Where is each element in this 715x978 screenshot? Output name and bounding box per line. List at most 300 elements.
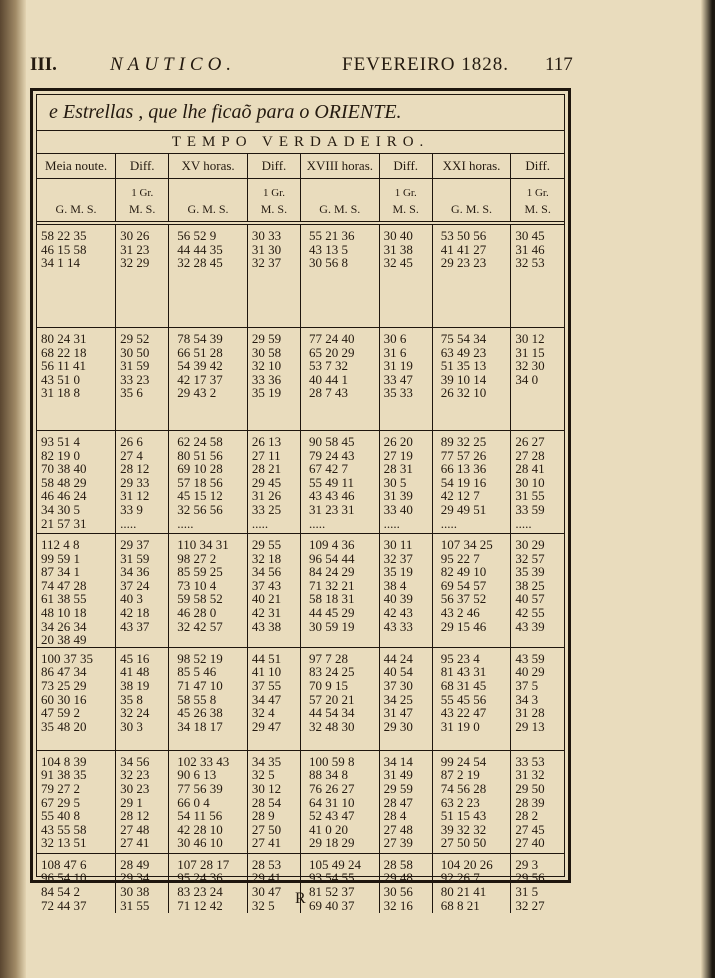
cell-line: 34 14	[383, 753, 413, 769]
cell-line: 27 41	[120, 835, 150, 851]
cell-line: 20 38 49	[41, 632, 87, 648]
cell-line: 100 37 35	[41, 650, 93, 666]
table-block-row	[37, 431, 564, 534]
cell-line: 77 24 40	[309, 331, 355, 346]
cell-line: 29 37	[120, 537, 150, 552]
table-subtitle: TEMPO VERDADEIRO.	[37, 131, 564, 154]
cell-line: 96 54 44	[309, 550, 355, 566]
cell-line: 34 0	[515, 371, 539, 387]
cell-line: 66 13 36	[440, 461, 487, 477]
cell-line: 30 56 8	[309, 255, 348, 271]
distance-cell	[432, 853, 511, 913]
unit-header	[116, 179, 169, 224]
cell-line: 40 39	[383, 591, 413, 607]
cell-line: 78 54 39	[177, 331, 223, 346]
cell-line: 31 23	[120, 241, 150, 257]
running-date: FEVEREIRO 1828.	[342, 54, 509, 75]
cell-line: 27 40	[515, 835, 545, 851]
cell-line: 63 49 23	[440, 344, 487, 360]
cell-line: 30 11	[383, 537, 413, 552]
cell-line: 32 45	[383, 255, 413, 271]
cell-line: 44 24	[383, 650, 413, 666]
distance-cell	[432, 328, 511, 431]
distance-cell	[301, 223, 380, 328]
cell-line: 29 33	[120, 474, 150, 490]
cell-line: 73 25 29	[41, 677, 87, 693]
cell-line: 77 57 26	[440, 447, 487, 463]
degree-unit: 1 Gr.	[526, 187, 549, 199]
difference-cell	[379, 853, 432, 913]
table-block-row	[37, 223, 564, 328]
difference-cell	[379, 431, 432, 534]
cell-line: 61 38 55	[41, 591, 87, 607]
cell-line: 28 2	[515, 808, 539, 824]
cell-line: 30 59 19	[309, 618, 355, 634]
cell-line: 58 55 8	[177, 691, 217, 707]
cell-line: 45 15 12	[177, 488, 223, 504]
distance-cell	[37, 431, 116, 534]
cell-line: 27 39	[383, 835, 413, 851]
cell-line: 34 30 5	[41, 501, 80, 517]
cell-line: 33 9	[120, 501, 143, 517]
difference-cell	[511, 534, 564, 648]
cell-line: 38 25	[515, 577, 545, 593]
cell-line: 44 51	[251, 650, 282, 666]
cell-line: 43 43 46	[309, 488, 355, 504]
cell-line: 39 10 14	[440, 371, 487, 387]
cell-line: 31 32	[515, 767, 545, 783]
cell-line: 89 32 25	[440, 434, 487, 449]
cell-line: 97 7 28	[309, 650, 348, 666]
distance-cell	[169, 534, 248, 648]
cell-line: 67 29 5	[41, 794, 80, 810]
cell-line: 29 23 23	[440, 255, 487, 271]
cell-line: 79 27 2	[41, 780, 80, 796]
cell-line: 100 59 8	[309, 753, 355, 769]
cell-line: 29 59	[251, 331, 282, 346]
cell-line: 43 2 46	[440, 604, 480, 620]
cell-line: 55 21 36	[309, 228, 355, 243]
cell-line: 93 54 55	[309, 870, 355, 886]
cell-line: 70 9 15	[309, 677, 348, 693]
table-block-row	[37, 328, 564, 431]
cell-line: 33 36	[251, 371, 282, 387]
cell-line: 107 34 25	[440, 537, 493, 552]
cell-line: 58 22 35	[41, 228, 87, 243]
cell-line: 76 26 27	[309, 780, 355, 796]
cell-line: 30 26	[120, 228, 150, 243]
cell-line: 62 24 58	[177, 434, 223, 449]
cell-line: 98 52 19	[177, 650, 223, 666]
cell-line: 95 22 7	[440, 550, 480, 566]
lunar-distance-table	[37, 154, 564, 913]
cell-line: 80 51 56	[177, 447, 223, 463]
cell-line: 29 55	[251, 537, 282, 552]
cell-line: 34 35	[251, 753, 282, 769]
difference-cell	[116, 223, 169, 328]
cell-line: 33 47	[383, 371, 413, 387]
degree-unit: 1 Gr.	[394, 187, 417, 199]
cell-line: 70 38 40	[41, 461, 87, 477]
difference-cell	[379, 750, 432, 853]
cell-line: 33 40	[383, 501, 413, 517]
cell-line: 43 39	[515, 618, 545, 634]
cell-line: 29 1	[120, 794, 143, 810]
cell-line: 35 6	[120, 385, 143, 401]
distance-cell	[37, 647, 116, 750]
cell-line: 32 57	[515, 550, 545, 566]
cell-line: 44 54 34	[309, 705, 355, 721]
unit-label: G. M. S.	[187, 202, 229, 216]
difference-cell	[247, 647, 300, 750]
cell-line: 26 32 10	[440, 385, 487, 401]
cell-line: 54 11 56	[177, 808, 223, 824]
cell-line: 34 1 14	[41, 255, 80, 271]
cell-line: 31 19 0	[440, 718, 480, 734]
difference-cell	[116, 534, 169, 648]
table-inner-frame	[36, 94, 565, 913]
cell-line: 31 15	[515, 344, 545, 360]
cell-line: 32 13 51	[41, 835, 87, 851]
difference-cell	[511, 750, 564, 853]
cell-line: 27 28	[515, 447, 545, 463]
cell-line: 34 47	[251, 691, 282, 707]
cell-line: 32 24	[120, 705, 150, 721]
distance-cell	[169, 328, 248, 431]
difference-cell	[511, 647, 564, 750]
cell-line: .....	[383, 515, 400, 531]
cell-line: 46 28 0	[177, 604, 217, 620]
cell-line: 29 30	[383, 718, 413, 734]
cell-line: 31 19	[383, 358, 413, 374]
cell-line: 35 39	[515, 564, 545, 580]
cell-line: 32 28 45	[177, 255, 223, 271]
column-header: XXI horas.	[432, 154, 511, 179]
page-edge-shadow	[701, 0, 715, 978]
cell-line: 55 40 8	[41, 808, 80, 824]
cell-line: 28 9	[251, 808, 275, 824]
cell-line: 104 20 26	[440, 856, 493, 872]
cell-line: 45 26 38	[177, 705, 223, 721]
cell-line: 75 54 34	[440, 331, 487, 346]
cell-line: 60 30 16	[41, 691, 87, 707]
unit-label: G. M. S.	[319, 202, 361, 216]
cell-line: 42 18	[120, 604, 150, 620]
cell-line: 31 12	[120, 488, 150, 504]
cell-line: 31 47	[383, 705, 413, 721]
cell-line: 71 12 42	[177, 897, 223, 913]
column-header: Meia noute.	[37, 154, 116, 179]
cell-line: 43 37	[120, 618, 150, 634]
distance-cell	[37, 328, 116, 431]
difference-cell	[511, 328, 564, 431]
column-header: Diff.	[116, 154, 169, 179]
cell-line: 34 56	[251, 564, 282, 580]
cell-line: 69 10 28	[177, 461, 223, 477]
cell-line: 39 32 32	[440, 821, 487, 837]
cell-line: 102 33 43	[177, 753, 230, 769]
cell-line: 31 59	[120, 358, 150, 374]
column-header: XV horas.	[169, 154, 248, 179]
cell-line: 32 56 56	[177, 501, 223, 517]
distance-cell	[169, 647, 248, 750]
cell-line: 110 34 31	[177, 537, 229, 552]
cell-line: 28 39	[515, 794, 545, 810]
cell-line: 56 52 9	[177, 228, 217, 243]
cell-line: 29 47	[251, 718, 282, 734]
difference-cell	[116, 750, 169, 853]
distance-cell	[169, 431, 248, 534]
column-header: Diff.	[511, 154, 564, 179]
distance-cell	[301, 853, 380, 913]
table-frame	[30, 88, 571, 913]
cell-line: 80 24 31	[41, 331, 87, 346]
difference-cell	[379, 534, 432, 648]
cell-line: 51 15 43	[440, 808, 487, 824]
unit-header-row	[37, 179, 564, 224]
cell-line: 43 22 47	[440, 705, 487, 721]
cell-line: 29 49 51	[440, 501, 487, 517]
cell-line: 73 10 4	[177, 577, 217, 593]
page-number: 117	[545, 54, 573, 75]
cell-line: 72 44 37	[41, 897, 87, 913]
difference-cell	[247, 431, 300, 534]
cell-line: 54 39 42	[177, 358, 223, 374]
cell-line: 27 4	[120, 447, 143, 463]
cell-line: 77 56 39	[177, 780, 223, 796]
cell-line: 26 20	[383, 434, 413, 449]
unit-header	[247, 179, 300, 224]
degree-unit: 1 Gr.	[131, 187, 154, 199]
cell-line: 29 18 29	[309, 835, 355, 851]
distance-cell	[301, 431, 380, 534]
cell-line: 108 47 6	[41, 856, 87, 872]
cell-line: 34 25	[383, 691, 413, 707]
cell-line: 35 48 20	[41, 718, 87, 734]
cell-line: 87 34 1	[41, 564, 80, 580]
cell-line: 32 16	[383, 897, 413, 913]
cell-line	[515, 633, 564, 647]
cell-line: 33 25	[251, 501, 282, 517]
unit-label: M. S.	[260, 202, 288, 216]
cell-line: 83 24 25	[309, 664, 355, 680]
cell-line: 31 55	[515, 488, 545, 504]
cell-line: 37 55	[251, 677, 282, 693]
cell-line: 30 29	[515, 537, 545, 552]
cell-line: 43 38	[251, 618, 282, 634]
cell-line: 57 20 21	[309, 691, 355, 707]
cell-line: 29 13	[515, 718, 545, 734]
unit-header	[432, 179, 511, 224]
difference-cell	[247, 328, 300, 431]
difference-cell	[116, 853, 169, 913]
cell-line: 86 47 34	[41, 664, 87, 680]
distance-cell	[301, 750, 380, 853]
cell-line: 90 6 13	[177, 767, 217, 783]
cell-line: 40 29	[515, 664, 545, 680]
cell-line: 28 49	[120, 856, 150, 872]
cell-line: 43 51 0	[41, 371, 80, 387]
cell-line: 105 49 24	[309, 856, 361, 872]
cell-line: 27 19	[383, 447, 413, 463]
difference-cell	[379, 647, 432, 750]
unit-header	[169, 179, 248, 224]
cell-line: 37 30	[383, 677, 413, 693]
cell-line: 31 28	[515, 705, 545, 721]
cell-line: 90 58 45	[309, 434, 355, 449]
distance-cell	[169, 853, 248, 913]
cell-line: 81 52 37	[309, 883, 355, 899]
difference-cell	[116, 328, 169, 431]
difference-cell	[511, 223, 564, 328]
cell-line: 59 58 52	[177, 591, 223, 607]
distance-cell	[432, 750, 511, 853]
cell-line: 40 57	[515, 591, 545, 607]
cell-line: 37 5	[515, 677, 539, 693]
cell-line: 28 21	[251, 461, 282, 477]
cell-line: 43 59	[515, 650, 545, 666]
cell-line: 29 3	[515, 856, 539, 872]
cell-line	[384, 633, 432, 647]
cell-line: 28 4	[383, 808, 407, 824]
difference-cell	[511, 431, 564, 534]
cell-line: 48 10 18	[41, 604, 87, 620]
cell-line: 31 26	[251, 488, 282, 504]
cell-line: 31 46	[515, 241, 545, 257]
cell-line: 28 7 43	[309, 385, 348, 401]
cell-line: 21 57 31	[41, 515, 87, 531]
table-block-row	[37, 534, 564, 648]
cell-line: 29 45	[251, 474, 282, 490]
cell-line: 84 54 2	[41, 883, 80, 899]
cell-line: 53 7 32	[309, 358, 348, 374]
cell-line	[177, 633, 247, 647]
cell-line: 30 6	[383, 331, 407, 346]
cell-line: 43 55 58	[41, 821, 87, 837]
cell-line: 69 40 37	[309, 897, 355, 913]
cell-line: 33 23	[120, 371, 150, 387]
cell-line: 26 27	[515, 434, 545, 449]
cell-line: 42 28 10	[177, 821, 223, 837]
unit-label: G. M. S.	[451, 202, 493, 216]
table-block-row	[37, 647, 564, 750]
cell-line: 30 3	[120, 718, 143, 734]
cell-line: 34 18 17	[177, 718, 223, 734]
cell-line: .....	[309, 515, 326, 531]
cell-line: 53 50 56	[440, 228, 487, 243]
degree-unit: 1 Gr.	[262, 187, 285, 199]
cell-line: 55 49 11	[309, 474, 355, 490]
cell-line: 32 23	[120, 767, 150, 783]
cell-line: 32 10	[251, 358, 282, 374]
cell-line: 30 5	[383, 474, 407, 490]
cell-line: 29 15 46	[440, 618, 487, 634]
cell-line: 65 20 29	[309, 344, 355, 360]
difference-cell	[116, 647, 169, 750]
cell-line: 68 22 18	[41, 344, 87, 360]
unit-label: G. M. S.	[55, 202, 97, 216]
cell-line: 87 2 19	[440, 767, 480, 783]
cell-line: 45 16	[120, 650, 150, 666]
cell-line: 27 45	[515, 821, 545, 837]
cell-line: 38 4	[383, 577, 407, 593]
cell-line: 32 5	[251, 767, 275, 783]
cell-line: 30 47	[251, 883, 282, 899]
cell-line	[515, 386, 564, 400]
difference-cell	[247, 853, 300, 913]
cell-line: 28 31	[383, 461, 413, 477]
cell-line: 28 41	[515, 461, 545, 477]
difference-cell	[379, 328, 432, 431]
cell-line: 40 21	[251, 591, 282, 607]
cell-line: 32 5	[251, 897, 275, 913]
cell-line: 30 58	[251, 344, 282, 360]
cell-line: 58 18 31	[309, 591, 355, 607]
cell-line: 82 19 0	[41, 447, 80, 463]
cell-line: 30 23	[120, 780, 150, 796]
cell-line: 34 3	[515, 691, 539, 707]
cell-line: 30 40	[383, 228, 413, 243]
cell-line: 28 58	[383, 856, 413, 872]
cell-line: 27 48	[120, 821, 150, 837]
cell-line: 85 59 25	[177, 564, 223, 580]
cell-line: 29 59	[383, 780, 413, 796]
cell-line: 46 46 24	[41, 488, 87, 504]
unit-label: M. S.	[129, 202, 156, 216]
distance-cell	[432, 534, 511, 648]
cell-line: 95 23 4	[440, 650, 480, 666]
cell-line: 37 24	[120, 577, 150, 593]
cell-line: 81 43 31	[440, 664, 487, 680]
signature-mark: R	[295, 890, 306, 907]
cell-line: 41 48	[120, 664, 150, 680]
distance-cell	[432, 431, 511, 534]
cell-line: 79 24 43	[309, 447, 355, 463]
difference-cell	[247, 750, 300, 853]
cell-line: 31 18 8	[41, 385, 80, 401]
cell-line: 32 4	[251, 705, 275, 721]
table-title: e Estrellas , que lhe ficaõ para o ORIENTE.	[37, 95, 564, 131]
cell-line: 40 3	[120, 591, 143, 607]
difference-cell	[247, 223, 300, 328]
cell-line: 32 48 30	[309, 718, 355, 734]
cell-line: 42 12 7	[440, 488, 480, 504]
cell-line: 88 34 8	[309, 767, 348, 783]
cell-line: 85 5 46	[177, 664, 217, 680]
unit-label: M. S.	[392, 202, 419, 216]
cell-line: 30 50	[120, 344, 150, 360]
cell-line: 30 10	[515, 474, 545, 490]
cell-line: 69 54 57	[440, 577, 487, 593]
cell-line: .....	[177, 515, 194, 531]
cell-line: 32 29	[120, 255, 150, 271]
cell-line: .....	[251, 515, 269, 531]
cell-line: 42 43	[383, 604, 413, 620]
cell-line: 26 6	[120, 434, 143, 449]
cell-line: 51 35 13	[440, 358, 487, 374]
cell-line: 42 55	[515, 604, 545, 620]
cell-line: 92 26 7	[440, 870, 480, 886]
cell-line: 27 50 50	[440, 835, 487, 851]
cell-line: 31 23 31	[309, 501, 355, 517]
cell-line: 41 41 27	[440, 241, 487, 257]
cell-line: 35 19	[383, 564, 413, 580]
distance-cell	[37, 534, 116, 648]
cell-line: 35 8	[120, 691, 143, 707]
cell-line: 32 37	[251, 255, 282, 271]
cell-line: 68 8 21	[440, 897, 480, 913]
cell-line: 34 56	[120, 753, 150, 769]
